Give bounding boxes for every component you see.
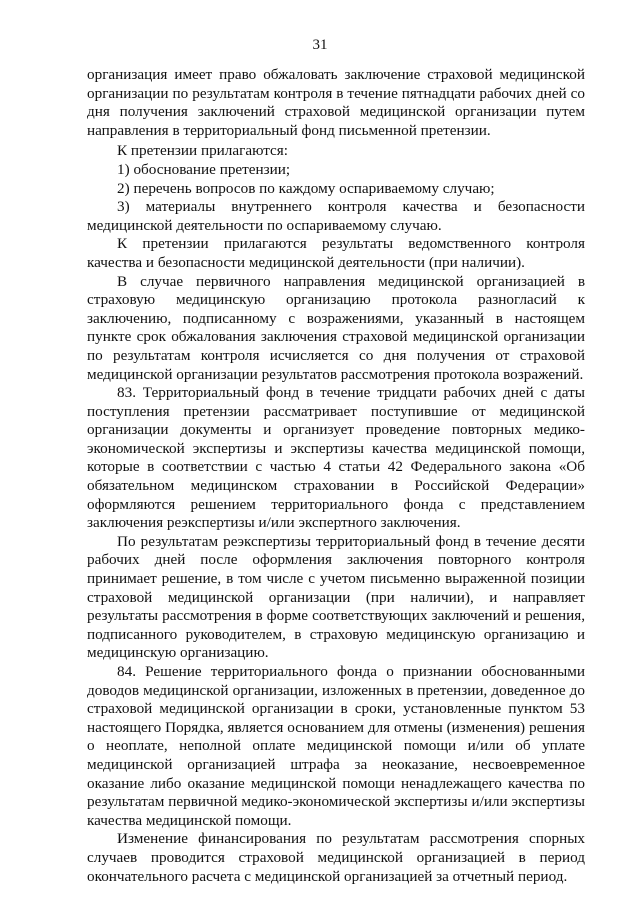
paragraph-appeal-right: организация имеет право обжаловать заключение страховой медицинской организации по результатам контроля в течение пятнадцати рабочих дней со дня получения заключений страховой медицинской организации путем направления в территориальный фонд письменной претензии.	[87, 66, 585, 139]
document-body	[87, 66, 585, 886]
paragraph-attachments-heading: К претензии прилагаются:	[117, 142, 289, 160]
paragraph-disagreement-protocol: В случае первичного направления медицинской организацией в страховую медицинскую организацию протокола разногласий к заключению, подписанному с возражениями, указанный в настоящем пункте срок обжалования заключения страховой медицинской организации по результатам контроля исчисляется со дня получения от страховой медицинской организации результатов рассмотрения протокола возражений.	[87, 272, 585, 383]
page-number: 31	[312, 37, 328, 53]
paragraph-financing-change: Изменение финансирования по результатам рассмотрения спорных случаев проводится страховой медицинской организацией в период окончательного расчета с медицинской организацией за отчетный период.	[87, 830, 585, 885]
list-item-3: 3) материалы внутреннего контроля качества и безопасности медицинской деятельности по оспариваемому случаю.	[87, 198, 585, 234]
paragraph-departmental-control: К претензии прилагаются результаты ведомственного контроля качества и безопасности медицинской деятельности (при наличии).	[87, 235, 585, 271]
paragraph-84: 84. Решение территориального фонда о признании обоснованными доводов медицинской организации, изложенных в претензии, доведенное до страховой медицинской организации в сроки, установленные пунктом 53 настоящего Порядка, является основанием для отмены (изменения) решения о неоплате, неполной оплате медицинской помощи и/или об уплате медицинской организацией штрафа за неоказание, несвоевременное оказание либо оказание медицинской помощи ненадлежащего качества по результатам первичной медико-экономической экспертизы и/или экспертизы качества медицинской помощи.	[87, 663, 585, 829]
list-item-1: 1) обоснование претензии;	[117, 160, 291, 178]
list-item-2: 2) перечень вопросов по каждому оспариваемому случаю;	[117, 179, 495, 197]
paragraph-reexpertise-results: По результатам реэкспертизы территориальный фонд в течение десяти рабочих дней после оформления заключения повторного контроля принимает решение, в том числе с учетом письменно выраженной позиции страховой медицинской организации (при наличии), и направляет результаты рассмотрения в форме соответствующих заключений и решения, подписанного руководителем, в страховую медицинскую организацию и медицинскую организацию.	[87, 532, 585, 662]
paragraph-83: 83. Территориальный фонд в течение тридцати рабочих дней с даты поступления претензии рассматривает поступившие от медицинской организации документы и организует проведение повторных медико-экономической экспертизы и экспертизы качества медицинской помощи, которые в соответствии с частью 4 статьи 42 Федерального закона «Об обязательном медицинском страховании в Российской Федерации» оформляются решением территориального фонда с представлением заключения реэкспертизы и/или экспертного заключения.	[87, 384, 585, 532]
